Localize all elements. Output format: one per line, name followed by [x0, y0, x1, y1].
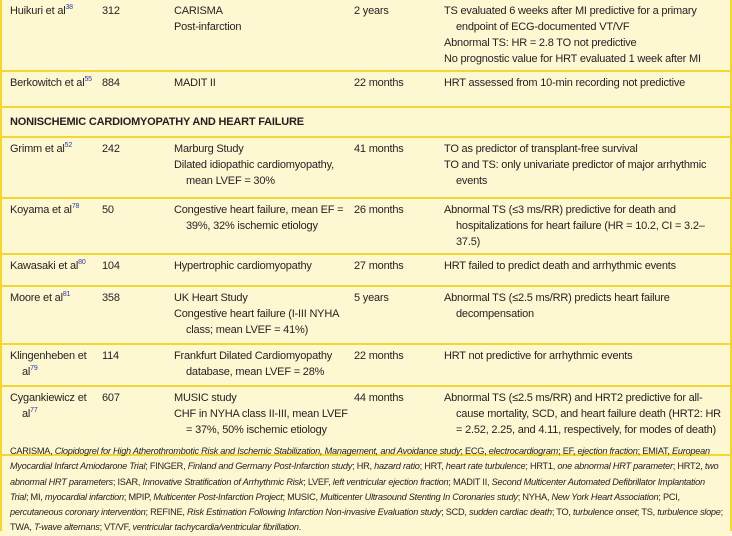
abbreviation-definition: electrocardiogram	[488, 446, 559, 456]
result-line: HRT not predictive for arrhythmic events	[444, 350, 633, 362]
results-cell	[444, 344, 730, 386]
result-line: TO and TS: only univariate predictor of major arrhythmic events	[444, 159, 707, 187]
study-line: Hypertrophic cardiomyopathy	[174, 260, 312, 272]
sample-size-cell	[102, 0, 174, 71]
followup: 22 months	[354, 77, 404, 89]
followup: 44 months	[354, 392, 404, 404]
followup-cell	[354, 286, 444, 344]
abbreviation-definition: heart rate turbulence	[445, 461, 526, 472]
abbreviation-entry: EMIAT, European Myocardial Infarct Amiodarone Trial;	[10, 446, 710, 472]
abbreviation-entry: HRT2, two abnormal HRT parameters;	[10, 461, 719, 487]
author-name: Moore et $al^{81}$	[10, 291, 71, 304]
abbreviation-entry: EF, ejection fraction;	[562, 446, 643, 456]
abbreviation-entry: TO, turbulence onset;	[556, 507, 642, 518]
abbreviation-entry: HRT, heart rate turbulence;	[424, 461, 530, 472]
reference-number: 55	[84, 76, 92, 83]
table-footnote	[2, 438, 730, 536]
followup: 5 years	[354, 292, 389, 304]
reference-number: 81	[62, 291, 71, 298]
abbreviation-definition: one abnormal HRT parameter	[557, 461, 673, 472]
sample-size: 607	[102, 392, 120, 404]
abbreviation-entry: HR, hazard ratio;	[356, 461, 425, 472]
followup: 27 months	[354, 260, 404, 272]
sample-size-cell	[102, 198, 174, 254]
author-name: Koyama et $al^{78}$	[10, 203, 80, 216]
table-row	[2, 137, 730, 198]
study-cell	[174, 137, 354, 198]
abbreviation-definition: Innovative Stratification of Arrhythmic Risk	[142, 476, 304, 487]
abbreviation-definition: New York Heart Association	[551, 491, 659, 502]
reference-number: 52	[64, 142, 73, 149]
result-line: Abnormal TS (≤2.5 ms/RR) predicts heart failure decompensation	[444, 292, 670, 320]
followup: 22 months	[354, 350, 404, 362]
abbreviation-entry: MADIT II, Second Multicenter Automated Defibrillator Implantation Trial;	[10, 476, 705, 502]
study-cell	[174, 0, 354, 71]
followup-cell	[354, 344, 444, 386]
section-header-row	[2, 107, 730, 137]
result-line: Abnormal TS (≤2.5 ms/RR) and HRT2 predictive for all-cause mortality, SCD, and heart failure death (HRT2: HR = 2.52, 2.25, and 4.11, respectively, for modes of death)	[444, 392, 721, 436]
sample-size: 50	[102, 204, 114, 216]
followup-cell	[354, 254, 444, 286]
abbreviation-definition: turbulence onset	[572, 507, 637, 518]
author-name: Berkowitch et $al^{55}$	[10, 76, 92, 89]
abbreviation-definition: left ventricular ejection fraction	[332, 476, 449, 487]
followup: 26 months	[354, 204, 404, 216]
author-name: Grimm et $al^{52}$	[10, 142, 73, 155]
author-name: Klingenheben et $al^{79}$	[10, 350, 87, 378]
abbreviation-entry: LVEF, left ventricular ejection fraction;	[307, 476, 453, 487]
author-cell	[2, 286, 102, 344]
abbreviation-entry: SCD, sudden cardiac death;	[445, 507, 557, 518]
table-row	[2, 0, 730, 71]
author-cell	[2, 254, 102, 286]
followup: 2 years	[354, 5, 389, 17]
sample-size: 104	[102, 260, 120, 272]
abbreviation-definition: two abnormal HRT parameters	[10, 461, 719, 487]
abbreviation-entry: PCI, percutaneous coronary intervention;	[10, 491, 680, 518]
abbreviation-definition: hazard ratio	[374, 461, 420, 472]
result-line: Abnormal TS: HR = 2.8 TO not predictive	[444, 37, 637, 49]
result-line: No prognostic value for HRT evaluated 1 week after MI	[444, 53, 701, 65]
study-cell	[174, 71, 354, 107]
author-cell	[2, 137, 102, 198]
study-line: Congestive heart failure, mean EF = 39%, 32% ischemic etiology	[174, 204, 344, 232]
sample-size: 114	[102, 350, 119, 362]
table-row	[2, 198, 730, 254]
abbreviation-definition: Clopidogrel for High Atherothrombotic Risk and Ischemic Stabilization, Management, and Avoidance study	[54, 446, 461, 456]
reference-number: 38	[65, 4, 73, 11]
study-line: Frankfurt Dilated Cardiomyopathy database, mean LVEF = 28%	[174, 350, 333, 378]
results-cell	[444, 71, 730, 107]
sample-size-cell	[102, 286, 174, 344]
author-cell	[2, 198, 102, 254]
abbreviation-definition: ventricular tachycardia/ventricular fibrillation	[132, 522, 299, 533]
reference-number: 77	[30, 407, 38, 414]
sample-size: 312	[102, 5, 120, 17]
abbreviation-definition: Multicenter Ultrasound Stenting In Coronaries study	[320, 491, 518, 502]
followup-cell	[354, 198, 444, 254]
abbreviation-entry: TS, turbulence slope;	[641, 507, 723, 518]
sample-size: 358	[102, 292, 120, 304]
followup-cell	[354, 0, 444, 71]
abbreviation-definition: T-wave alternans	[33, 522, 100, 533]
study-cell	[174, 198, 354, 254]
study-line: Congestive heart failure (I-III NYHA class; mean LVEF = 41%)	[174, 308, 339, 336]
reference-number: 79	[30, 365, 38, 372]
abbreviation-definition: European Myocardial Infarct Amiodarone Trial	[10, 446, 710, 472]
abbreviation-definition: turbulence slope	[657, 507, 721, 518]
results-cell	[444, 0, 730, 71]
sample-size: 242	[102, 143, 120, 155]
study-line: Dilated idiopathic cardiomyopathy, mean LVEF = 30%	[174, 159, 334, 187]
abbreviation-definition: Risk Estimation Following Infarction Non-invasive Evaluation study	[186, 507, 442, 518]
study-line: CHF in NYHA class II-III, mean LVEF = 37%, 50% ischemic etiology	[174, 408, 348, 436]
results-cell	[444, 254, 730, 286]
abbreviation-entry: MPIP, Multicenter Post-Infarction Project;	[128, 491, 288, 502]
abbreviation-definition: myocardial infarction	[44, 491, 124, 502]
sample-size: 884	[102, 77, 120, 89]
abbreviation-entry: CARISMA, Clopidogrel for High Atherothrombotic Risk and Ischemic Stabilization, Management, and Avoidance study;	[10, 446, 466, 456]
result-line: TO as predictor of transplant-free survival	[444, 143, 638, 155]
results-cell	[444, 137, 730, 198]
abbreviation-entry: ECG, electrocardiogram;	[465, 446, 563, 456]
sample-size-cell	[102, 71, 174, 107]
abbreviation-entry: ISAR, Innovative Stratification of Arrhythmic Risk;	[117, 476, 308, 487]
result-line: HRT failed to predict death and arrhythmic events	[444, 260, 676, 272]
abbreviation-definition: sudden cardiac death	[468, 507, 552, 518]
study-line: CARISMA	[174, 5, 223, 17]
reference-number: 80	[78, 259, 86, 266]
author-name: Huikuri et $al^{38}$	[10, 4, 73, 17]
study-line: Post-infarction	[174, 21, 242, 33]
sample-size-cell	[102, 344, 174, 386]
abbreviation-entry: HRT1, one abnormal HRT parameter;	[529, 461, 678, 472]
author-name: Kawasaki et $al^{80}$	[10, 259, 86, 272]
results-cell	[444, 286, 730, 344]
sample-size-cell	[102, 254, 174, 286]
hrt-studies-table	[2, 0, 730, 456]
followup: 41 months	[354, 143, 404, 155]
abbreviation-definition: percutaneous coronary intervention	[10, 507, 146, 518]
author-cell	[2, 344, 102, 386]
study-line: MADIT II	[174, 77, 216, 89]
followup-cell	[354, 137, 444, 198]
abbreviation-entry: REFINE, Risk Estimation Following Infarction Non-invasive Evaluation study;	[150, 507, 446, 518]
abbreviation-definition: Multicenter Post-Infarction Project	[153, 491, 283, 502]
section-title: NONISCHEMIC CARDIOMYOPATHY AND HEART FAILURE	[10, 116, 304, 128]
author-cell	[2, 71, 102, 107]
abbreviation-entry: VT/VF, ventricular tachycardia/ventricular fibrillation.	[104, 522, 302, 533]
study-line: UK Heart Study	[174, 292, 248, 304]
study-line: Marburg Study	[174, 143, 244, 155]
results-cell	[444, 198, 730, 254]
study-cell	[174, 286, 354, 344]
reference-number: 78	[71, 203, 80, 210]
result-line: Abnormal TS (≤3 ms/RR) predictive for death and hospitalizations for heart failure (HR = 10.2, CI = 3.2–37.5)	[444, 204, 705, 248]
table-row	[2, 254, 730, 286]
abbreviation-definition: Finland and Germany Post-Infarction study	[187, 461, 353, 472]
result-line: HRT assessed from 10-min recording not predictive	[444, 77, 686, 89]
result-line: TS evaluated 6 weeks after MI predictive for a primary endpoint of ECG-documented VT/VF	[444, 5, 697, 33]
table-row	[2, 71, 730, 107]
abbreviation-entry: NYHA, New York Heart Association;	[522, 491, 663, 502]
table-row	[2, 286, 730, 344]
sample-size-cell	[102, 137, 174, 198]
abbreviation-definition: ejection fraction	[577, 446, 638, 456]
abbreviation-entry: FINGER, Finland and Germany Post-Infarction study;	[149, 461, 357, 472]
abbreviation-entry: MUSIC, Multicenter Ultrasound Stenting In Coronaries study;	[287, 491, 523, 502]
abbreviation-entry: TWA, T-wave alternans;	[10, 522, 105, 533]
author-cell	[2, 0, 102, 71]
author-name: Cygankiewicz et $al^{77}$	[10, 392, 87, 420]
study-line: MUSIC study	[174, 392, 237, 404]
table-row	[2, 344, 730, 386]
study-cell	[174, 254, 354, 286]
study-cell	[174, 344, 354, 386]
abbreviation-definition: Second Multicenter Automated Defibrillator Implantation Trial	[10, 476, 705, 502]
abbreviation-entry: MI, myocardial infarction;	[30, 491, 129, 502]
followup-cell	[354, 71, 444, 107]
